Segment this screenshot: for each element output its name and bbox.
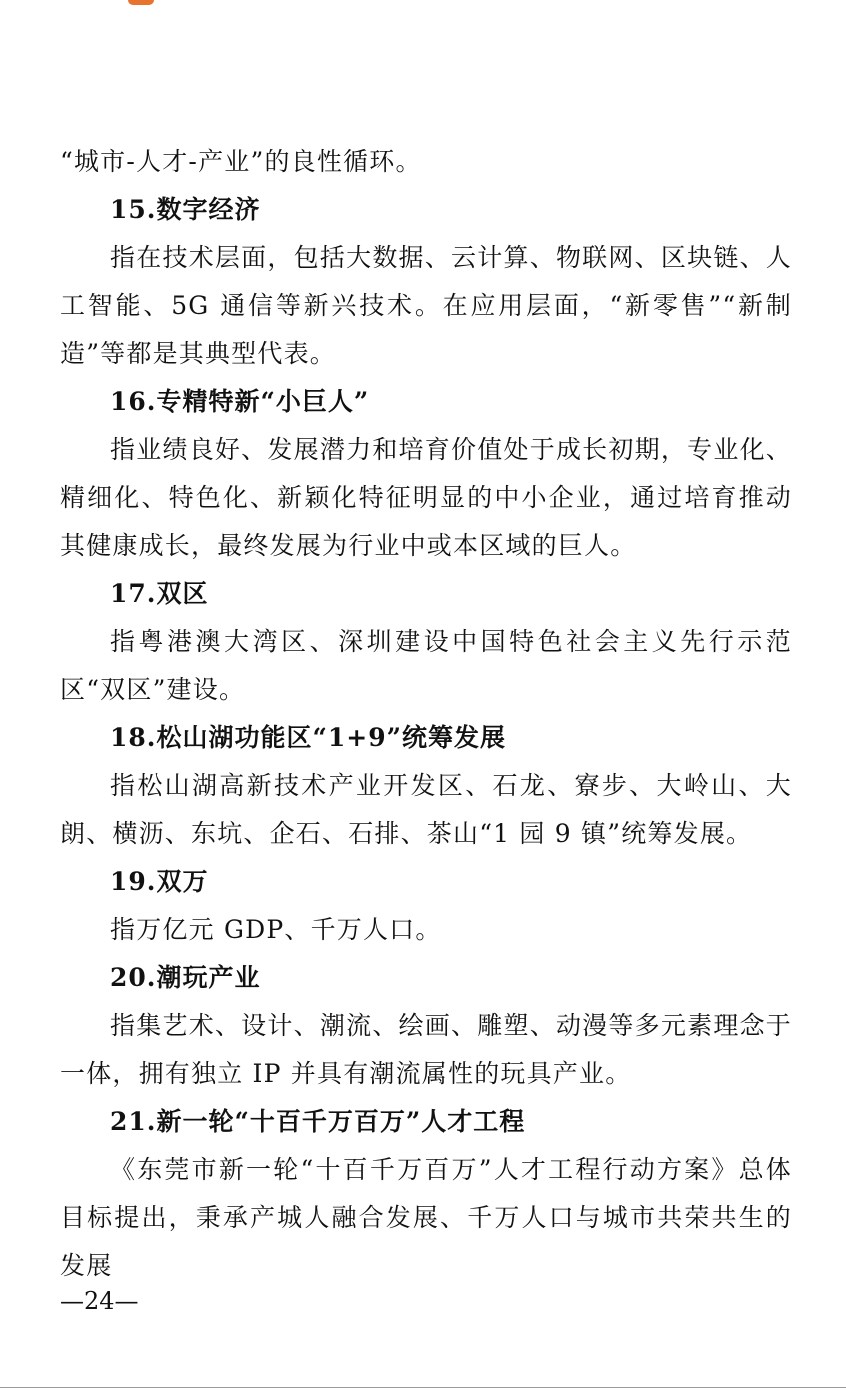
section-heading-17: 17.双区 xyxy=(110,579,209,608)
section-heading-16: 16.专精特新“小巨人” xyxy=(110,387,370,416)
page-number: —24— xyxy=(60,1287,139,1315)
document-body xyxy=(60,138,792,1290)
section-heading-18: 18.松山湖功能区“1+9”统筹发展 xyxy=(110,723,506,752)
section-body-16: 指业绩良好、发展潜力和培育价值处于成长初期，专业化、精细化、特色化、新颖化特征明显的中小企业，通过培育推动其健康成长，最终发展为行业中或本区域的巨人。 xyxy=(60,435,792,560)
section-heading-19: 19.双万 xyxy=(110,867,209,896)
section-body-15: 指在技术层面，包括大数据、云计算、物联网、区块链、人工智能、5G 通信等新兴技术。在应用层面，“新零售”“新制造”等都是其典型代表。 xyxy=(60,243,792,368)
section-heading-20: 20.潮玩产业 xyxy=(110,963,261,992)
top-decorative-mark xyxy=(128,0,154,5)
section-body-19: 指万亿元 GDP、千万人口。 xyxy=(110,915,442,944)
bottom-divider xyxy=(0,1387,846,1388)
section-body-18: 指松山湖高新技术产业开发区、石龙、寮步、大岭山、大朗、横沥、东坑、企石、石排、茶山“1 园 9 镇”统筹发展。 xyxy=(60,771,792,848)
section-body-20: 指集艺术、设计、潮流、绘画、雕塑、动漫等多元素理念于一体，拥有独立 IP 并具有潮流属性的玩具产业。 xyxy=(60,1011,792,1088)
section-heading-21: 21.新一轮“十百千万百万”人才工程 xyxy=(110,1107,526,1136)
section-body-21: 《东莞市新一轮“十百千万百万”人才工程行动方案》总体目标提出，秉承产城人融合发展、千万人口与城市共荣共生的发展 xyxy=(60,1155,792,1280)
intro-continuation: “城市-人才-产业”的良性循环。 xyxy=(60,147,422,176)
section-heading-15: 15.数字经济 xyxy=(110,195,261,224)
section-body-17: 指粤港澳大湾区、深圳建设中国特色社会主义先行示范区“双区”建设。 xyxy=(60,627,792,704)
